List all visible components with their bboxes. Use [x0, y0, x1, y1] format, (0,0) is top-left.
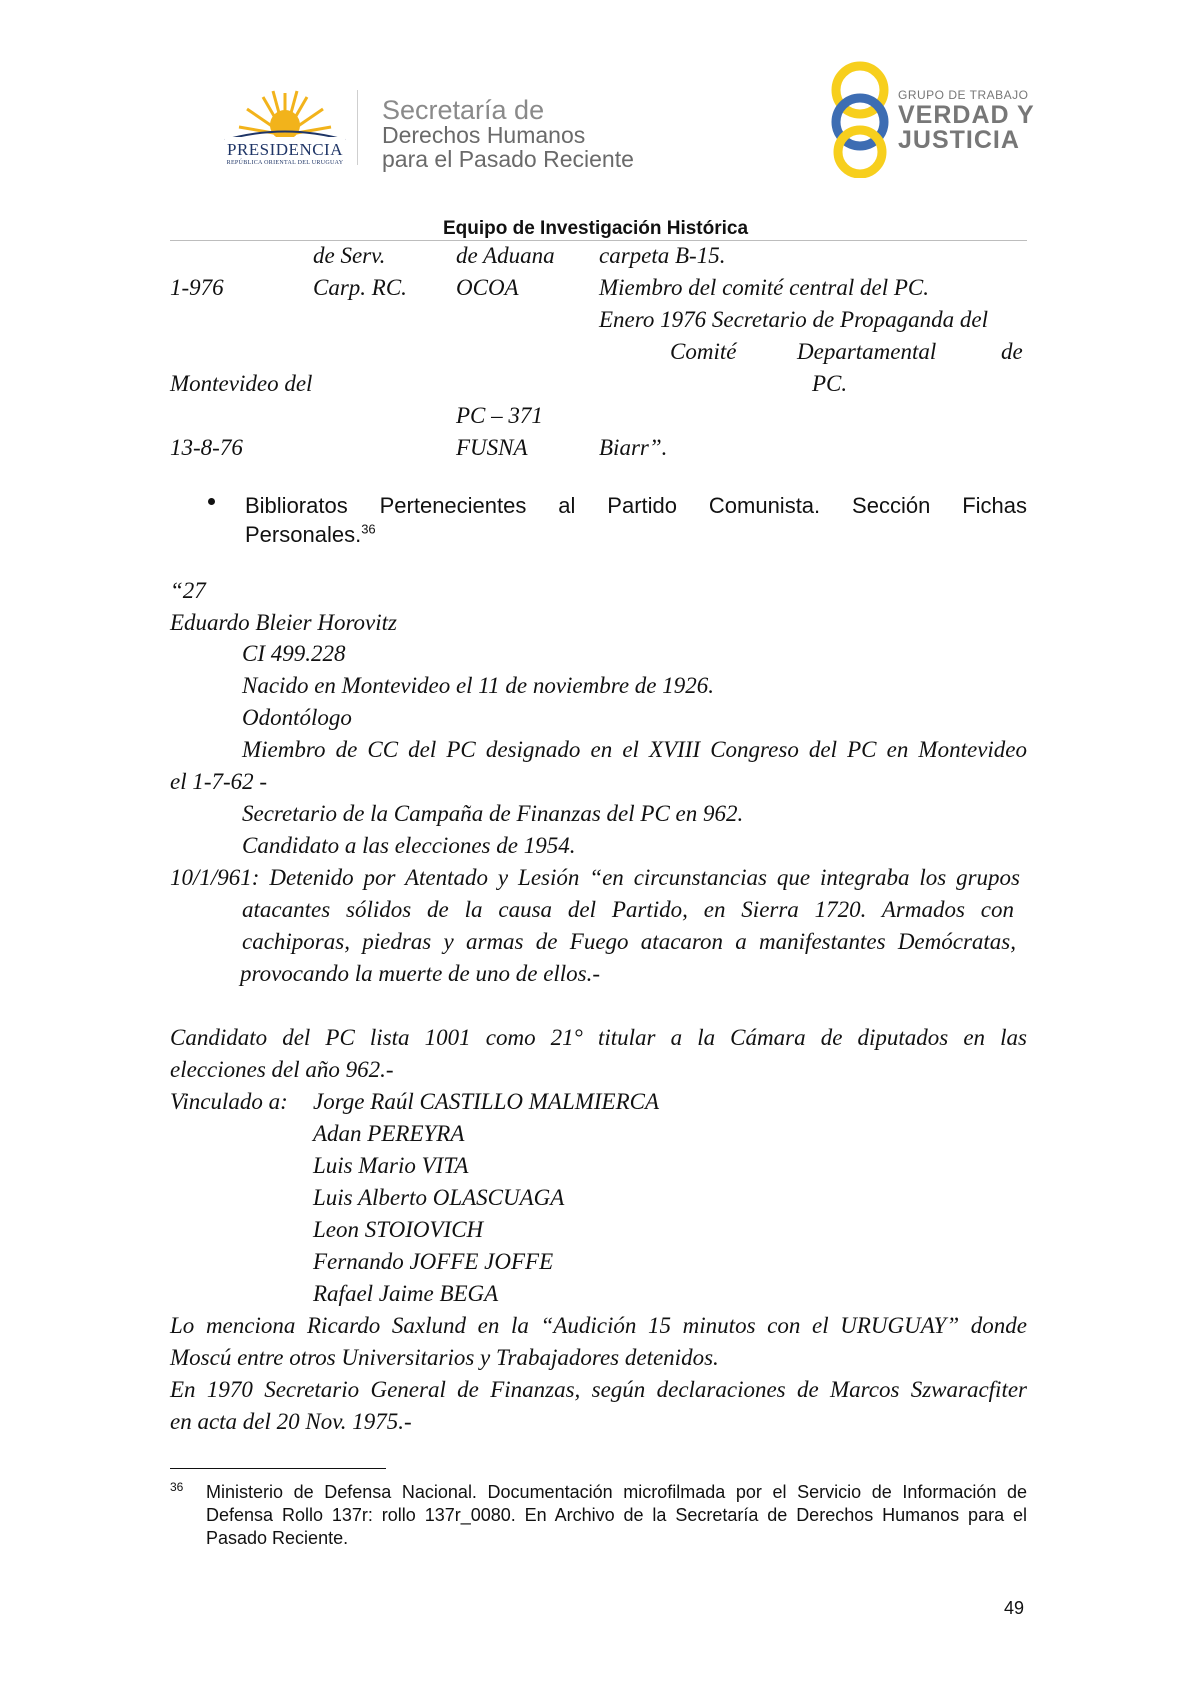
table-cell: de: [1001, 339, 1023, 364]
presidencia-subtitle: REPÚBLICA ORIENTAL DEL URUGUAY: [226, 160, 344, 166]
bullet-text-line2: [245, 522, 376, 548]
record-line: Lo menciona Ricardo Saxlund en la “Audición 15 minutos con el URUGUAY” donde: [170, 1313, 1027, 1338]
bullet-icon: [208, 498, 215, 505]
secretaria-title-line1: Secretaría de: [382, 95, 545, 125]
table-cell: 13-8-76: [170, 435, 243, 460]
record-line: provocando la muerte de uno de ellos.-: [240, 961, 601, 986]
table-cell: Montevideo del: [170, 371, 313, 396]
vinculado-label: Vinculado a:: [170, 1089, 288, 1114]
vinculado-item: Luis Alberto OLASCUAGA: [313, 1185, 565, 1210]
presidencia-name: PRESIDENCIA: [226, 140, 343, 159]
footnote-number: 36: [170, 1480, 184, 1494]
table-cell: Miembro del comité central del PC.: [599, 275, 930, 300]
sun-icon: [225, 91, 345, 143]
vinculado-item: Adan PEREYRA: [313, 1121, 465, 1146]
record-line: Miembro de CC del PC designado en el XVIII Congreso del PC en Montevideo: [242, 737, 1027, 762]
vinculado-item: Luis Mario VITA: [313, 1153, 469, 1178]
record-line: elecciones del año 962.-: [170, 1057, 394, 1082]
running-header-title: Equipo de Investigación Histórica: [442, 218, 749, 239]
page-number: 49: [1004, 1598, 1025, 1618]
record-line: Secretario de la Campaña de Finanzas del PC en 962.: [242, 801, 744, 826]
table-cell: FUSNA: [456, 435, 528, 460]
record-line: Candidato del PC lista 1001 como 21° titular a la Cámara de diputados en las: [170, 1025, 1027, 1050]
person-name: Eduardo Bleier Horovitz: [170, 610, 397, 635]
record-line: En 1970 Secretario General de Finanzas, según declaraciones de Marcos Szwaracfiter: [170, 1377, 1027, 1402]
header-divider: [357, 90, 358, 165]
table-cell: 1-976: [170, 275, 224, 300]
footnote-reference[interactable]: 36: [361, 521, 376, 537]
record-line: cachiporas, piedras y armas de Fuego atacaron a manifestantes Demócratas,: [242, 929, 1016, 954]
table-cell: Comité: [670, 339, 737, 364]
verdad-label: VERDAD Y: [898, 101, 1035, 129]
record-line: 10/1/961: Detenido por Atentado y Lesión “en circunstancias que integraba los grupos: [170, 865, 1020, 890]
grupo-trabajo-label: GRUPO DE TRABAJO: [898, 88, 1029, 102]
vinculado-item: Fernando JOFFE JOFFE: [313, 1249, 554, 1274]
table-cell: carpeta B-15.: [599, 243, 726, 268]
secretaria-title-line2: Derechos Humanos: [382, 122, 586, 148]
table-cell: OCOA: [456, 275, 519, 300]
record-line: CI 499.228: [242, 641, 346, 666]
table-cell: PC – 371: [456, 403, 543, 428]
table-cell: Carp. RC.: [313, 275, 407, 300]
justicia-label: JUSTICIA: [898, 126, 1020, 154]
table-cell: Biarr”.: [599, 435, 668, 460]
bullet-text-line1: Biblioratos Pertenecientes al Partido Comunista. Sección Fichas: [245, 493, 1027, 518]
vinculado-item: Leon STOIOVICH: [313, 1217, 484, 1242]
record-line: Moscú entre otros Universitarios y Trabajadores detenidos.: [170, 1345, 719, 1370]
table-cell: de Aduana: [456, 243, 555, 268]
vinculado-item: Jorge Raúl CASTILLO MALMIERCA: [313, 1089, 660, 1114]
record-line: el 1-7-62 -: [170, 769, 268, 794]
footnote-text: Ministerio de Defensa Nacional. Documentación microfilmada por el Servicio de Información de Defensa Rollo 137r: rollo 137r_0080. En Archivo de la Secretaría de Derechos Humanos para el Pasado Reciente.: [206, 1482, 1027, 1548]
vinculado-item: Rafael Jaime BEGA: [313, 1281, 499, 1306]
table-cell: Enero 1976 Secretario de Propaganda del: [599, 307, 989, 332]
bullet-text-line2-label: Personales.: [245, 522, 362, 547]
record-line: en acta del 20 Nov. 1975.-: [170, 1409, 412, 1434]
record-line: Odontólogo: [242, 705, 352, 730]
table-cell: de Serv.: [313, 243, 386, 268]
record-line: Candidato a las elecciones de 1954.: [242, 833, 576, 858]
table-cell: PC.: [812, 371, 848, 396]
footnote-rule: [170, 1468, 386, 1469]
record-line: Nacido en Montevideo el 11 de noviembre de 1926.: [242, 673, 714, 698]
quote-number: “27: [170, 578, 206, 603]
table-cell: Departamental: [797, 339, 937, 364]
secretaria-title-line3: para el Pasado Reciente: [382, 146, 634, 172]
record-line: atacantes sólidos de la causa del Partido, en Sierra 1720. Armados con: [242, 897, 1014, 922]
